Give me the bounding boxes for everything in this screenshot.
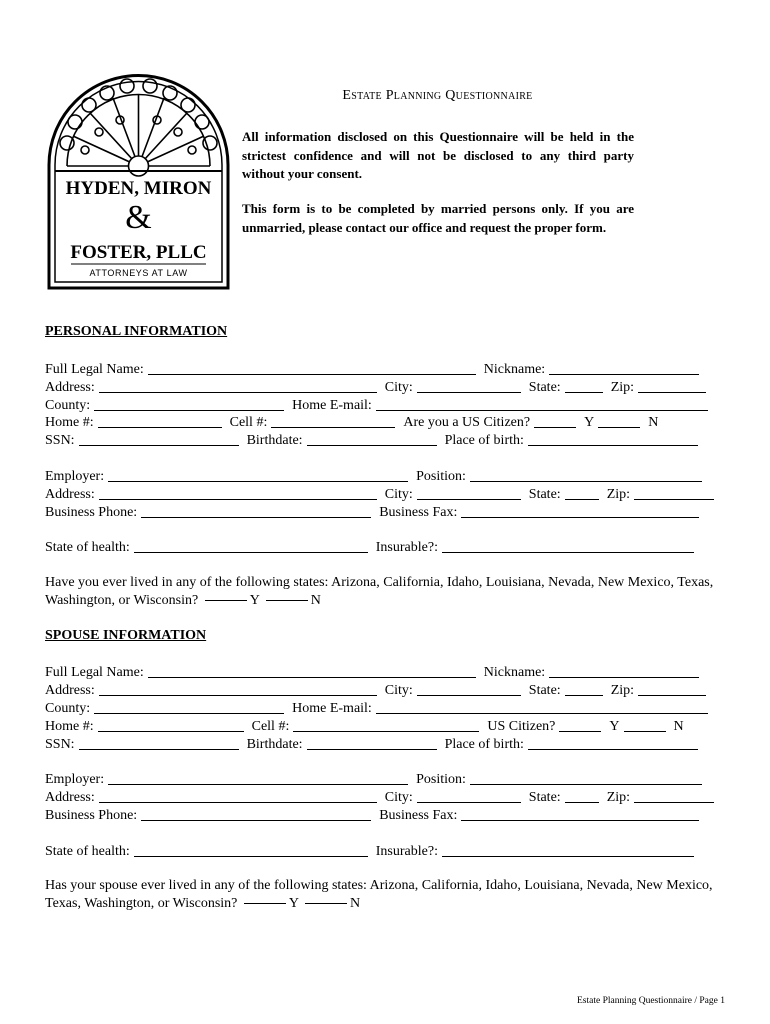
spouse-birthdate-label: Birthdate:	[246, 737, 303, 752]
personal-lived-question-text: Have you ever lived in any of the following states: Arizona, California, Idaho, Louisiana, Nevada, New Mexico, Texas, Washington, or Wisconsin?	[45, 575, 714, 608]
spouse-lived-no-label: N	[350, 896, 361, 911]
birthdate-field[interactable]	[307, 444, 437, 446]
page-footer: Estate Planning Questionnaire / Page 1	[576, 996, 725, 1006]
business-phone-field[interactable]	[141, 516, 371, 518]
personal-lived-yes-label: Y	[249, 593, 260, 608]
employer-zip-label: Zip:	[606, 487, 631, 502]
spouse-birthdate-field[interactable]	[307, 748, 437, 750]
spouse-lived-question-text: Has your spouse ever lived in any of the following states: Arizona, California, Idaho, Louisiana, Nevada, New Mexico, Texas, Washington, or Wisconsin?	[45, 878, 713, 911]
spouse-full-legal-name-label: Full Legal Name:	[45, 665, 144, 680]
spouse-address-field[interactable]	[99, 694, 377, 696]
spouse-employer-city-field[interactable]	[417, 801, 521, 803]
spouse-home-email-field[interactable]	[376, 712, 708, 714]
spouse-county-row	[45, 699, 725, 717]
spouse-employer-address-field[interactable]	[99, 801, 377, 803]
spouse-us-citizen-label: US Citizen?	[487, 719, 556, 734]
zip-label: Zip:	[610, 380, 635, 395]
ssn-label: SSN:	[45, 433, 75, 448]
us-citizen-label: Are you a US Citizen?	[403, 415, 531, 430]
logo-firm-line2: FOSTER, PLLC	[70, 242, 207, 263]
personal-name-row	[45, 360, 725, 378]
full-legal-name-field[interactable]	[148, 373, 476, 375]
insurable-field[interactable]	[442, 551, 694, 553]
personal-business-row	[45, 503, 725, 521]
confidentiality-notice: All information disclosed on this Questionnaire will be held in the strictest confidence and will not be disclosed to any third party without your consent.	[242, 129, 634, 181]
spouse-insurable-field[interactable]	[442, 855, 694, 857]
employer-state-label: State:	[528, 487, 561, 502]
spouse-business-phone-label: Business Phone:	[45, 808, 138, 823]
spouse-full-legal-name-field[interactable]	[148, 676, 476, 678]
home-phone-label: Home #:	[45, 415, 94, 430]
spouse-employer-zip-field[interactable]	[634, 801, 714, 803]
spouse-employer-zip-label: Zip:	[606, 790, 631, 805]
spouse-name-row	[45, 663, 725, 681]
spouse-us-citizen-no-field[interactable]	[624, 730, 666, 732]
married-only-notice: This form is to be completed by married persons only. If you are unmarried, please contact our office and request the proper form.	[242, 201, 634, 235]
spouse-business-row	[45, 806, 725, 824]
full-legal-name-label: Full Legal Name:	[45, 362, 144, 377]
personal-employer-row	[45, 467, 725, 485]
place-of-birth-label: Place of birth:	[444, 433, 524, 448]
spouse-position-field[interactable]	[470, 783, 702, 785]
personal-employer-address-row	[45, 485, 725, 503]
spouse-home-phone-label: Home #:	[45, 719, 94, 734]
spouse-insurable-label: Insurable?:	[375, 844, 438, 859]
us-citizen-no-field[interactable]	[598, 426, 640, 428]
spouse-phone-row	[45, 717, 725, 735]
home-email-field[interactable]	[376, 409, 708, 411]
spouse-place-of-birth-field[interactable]	[528, 748, 698, 750]
spouse-employer-address-label: Address:	[45, 790, 95, 805]
business-fax-label: Business Fax:	[379, 505, 458, 520]
spouse-employer-state-label: State:	[528, 790, 561, 805]
business-fax-field[interactable]	[461, 516, 699, 518]
employer-field[interactable]	[108, 480, 408, 482]
employer-label: Employer:	[45, 469, 105, 484]
document-title: Estate Planning Questionnaire	[342, 88, 533, 103]
spouse-business-fax-label: Business Fax:	[379, 808, 458, 823]
spouse-county-field[interactable]	[94, 712, 284, 714]
ssn-field[interactable]	[79, 444, 239, 446]
spouse-home-phone-field[interactable]	[98, 730, 244, 732]
spouse-city-label: City:	[384, 683, 413, 698]
spouse-home-email-label: Home E-mail:	[292, 701, 372, 716]
cell-label: Cell #:	[229, 415, 268, 430]
insurable-label: Insurable?:	[375, 540, 438, 555]
spouse-employer-state-field[interactable]	[565, 801, 599, 803]
spouse-ssn-field[interactable]	[79, 748, 239, 750]
spouse-position-label: Position:	[416, 772, 466, 787]
position-label: Position:	[416, 469, 466, 484]
employer-zip-field[interactable]	[634, 498, 714, 500]
home-phone-field[interactable]	[98, 426, 222, 428]
county-label: County:	[45, 398, 91, 413]
spouse-county-label: County:	[45, 701, 91, 716]
home-email-label: Home E-mail:	[292, 398, 372, 413]
us-citizen-yes-label: Y	[584, 415, 595, 430]
nickname-field[interactable]	[549, 373, 699, 375]
state-of-health-label: State of health:	[45, 540, 130, 555]
spouse-employer-label: Employer:	[45, 772, 105, 787]
birthdate-label: Birthdate:	[246, 433, 303, 448]
zip-field[interactable]	[638, 391, 706, 393]
personal-address-row	[45, 378, 725, 396]
personal-ssn-row	[45, 431, 725, 449]
spouse-cell-label: Cell #:	[251, 719, 290, 734]
cell-field[interactable]	[271, 426, 395, 428]
personal-health-row	[45, 538, 725, 556]
state-label: State:	[528, 380, 561, 395]
address-field[interactable]	[99, 391, 377, 393]
employer-address-field[interactable]	[99, 498, 377, 500]
address-label: Address:	[45, 380, 95, 395]
spouse-business-phone-field[interactable]	[141, 819, 371, 821]
spouse-us-citizen-no-label: N	[673, 719, 684, 734]
spouse-state-field[interactable]	[565, 694, 603, 696]
logo-firm-line1: HYDEN, MIRON	[65, 178, 212, 199]
spouse-lived-yes-field[interactable]	[244, 902, 286, 904]
personal-lived-yes-field[interactable]	[205, 599, 247, 601]
personal-county-row	[45, 396, 725, 414]
employer-city-label: City:	[384, 487, 413, 502]
spouse-employer-field[interactable]	[108, 783, 408, 785]
nickname-label: Nickname:	[483, 362, 546, 377]
personal-lived-no-field[interactable]	[266, 599, 308, 601]
spouse-business-fax-field[interactable]	[461, 819, 699, 821]
spouse-zip-field[interactable]	[638, 694, 706, 696]
position-field[interactable]	[470, 480, 702, 482]
personal-lived-no-label: N	[310, 593, 321, 608]
spouse-nickname-field[interactable]	[549, 676, 699, 678]
spouse-lived-yes-label: Y	[288, 896, 299, 911]
spouse-ssn-row	[45, 735, 725, 753]
employer-city-field[interactable]	[417, 498, 521, 500]
spouse-nickname-label: Nickname:	[483, 665, 546, 680]
spouse-employer-row	[45, 770, 725, 788]
employer-state-field[interactable]	[565, 498, 599, 500]
spouse-place-of-birth-label: Place of birth:	[444, 737, 524, 752]
state-of-health-field[interactable]	[134, 551, 368, 553]
employer-address-label: Address:	[45, 487, 95, 502]
spouse-address-row	[45, 681, 725, 699]
personal-section-heading: PERSONAL INFORMATION	[45, 324, 228, 339]
logo-tagline: ATTORNEYS AT LAW	[89, 268, 188, 278]
spouse-address-label: Address:	[45, 683, 95, 698]
spouse-us-citizen-yes-field[interactable]	[559, 730, 601, 732]
spouse-us-citizen-yes-label: Y	[609, 719, 620, 734]
personal-lived-question	[45, 574, 735, 610]
state-field[interactable]	[565, 391, 603, 393]
logo-ampersand: &	[125, 199, 152, 236]
personal-phone-row	[45, 413, 725, 431]
place-of-birth-field[interactable]	[528, 444, 698, 446]
firm-logo	[45, 70, 232, 290]
spouse-zip-label: Zip:	[610, 683, 635, 698]
spouse-section-heading: SPOUSE INFORMATION	[45, 628, 207, 643]
spouse-state-of-health-label: State of health:	[45, 844, 130, 859]
spouse-state-label: State:	[528, 683, 561, 698]
spouse-state-of-health-field[interactable]	[134, 855, 368, 857]
spouse-ssn-label: SSN:	[45, 737, 75, 752]
business-phone-label: Business Phone:	[45, 505, 138, 520]
us-citizen-yes-field[interactable]	[534, 426, 576, 428]
spouse-lived-question	[45, 877, 735, 913]
spouse-health-row	[45, 842, 725, 860]
spouse-lived-no-field[interactable]	[305, 902, 347, 904]
spouse-employer-city-label: City:	[384, 790, 413, 805]
us-citizen-no-label: N	[648, 415, 659, 430]
spouse-employer-address-row	[45, 788, 725, 806]
county-field[interactable]	[94, 409, 284, 411]
spouse-city-field[interactable]	[417, 694, 521, 696]
spouse-cell-field[interactable]	[293, 730, 479, 732]
city-field[interactable]	[417, 391, 521, 393]
city-label: City:	[384, 380, 413, 395]
